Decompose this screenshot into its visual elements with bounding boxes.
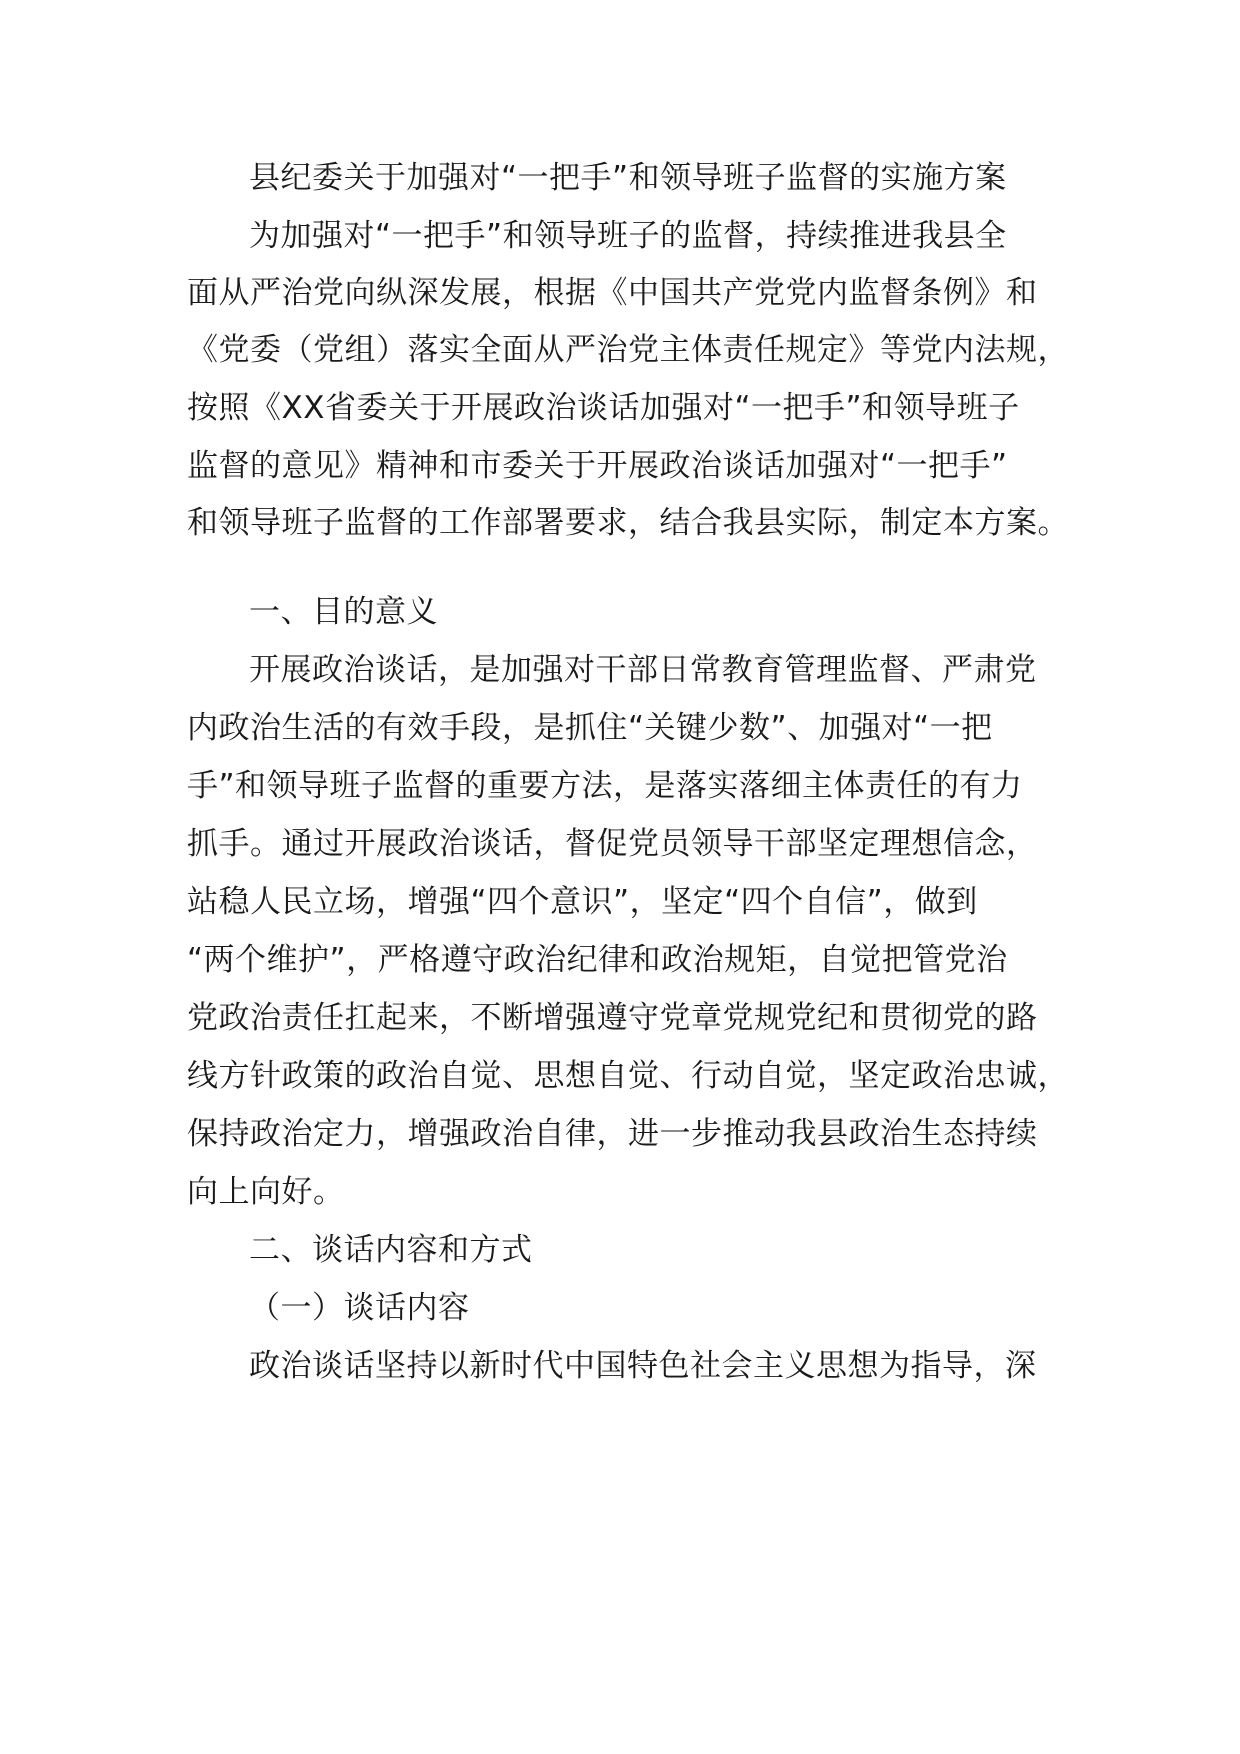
paragraph-line: 手”和领导班子监督的重要方法，是落实落细主体责任的有力 — [187, 768, 1023, 804]
paragraph-line: 政治谈话坚持以新时代中国特色社会主义思想为指导，深 — [249, 1348, 1037, 1384]
paragraph-line: 向上向好。 — [187, 1174, 345, 1210]
document-title: 县纪委关于加强对“一把手”和领导班子监督的实施方案 — [249, 160, 1007, 196]
intro-line: 面从严治党向纵深发展，根据《中国共产党党内监督条例》和 — [187, 275, 1038, 311]
intro-line: 为加强对“一把手”和领导班子的监督，持续推进我县全 — [249, 218, 1007, 254]
paragraph-line: 内政治生活的有效手段，是抓住“关键少数”、加强对“一把 — [187, 710, 993, 746]
paragraph-line: 党政治责任扛起来，不断增强遵守党章党规党纪和贯彻党的路 — [187, 1000, 1038, 1036]
section-heading: 二、谈话内容和方式 — [249, 1232, 533, 1268]
paragraph-line: “两个维护”，严格遵守政治纪律和政治规矩，自觉把管党治 — [187, 942, 1008, 978]
paragraph-line: 保持政治定力，增强政治自律，进一步推动我县政治生态持续 — [187, 1116, 1038, 1152]
paragraph-line: 线方针政策的政治自觉、思想自觉、行动自觉，坚定政治忠诚， — [187, 1058, 1069, 1094]
intro-line: 监督的意见》精神和市委关于开展政治谈话加强对“一把手” — [187, 448, 1008, 484]
paragraph-line: 站稳人民立场，增强“四个意识”，坚定“四个自信”，做到 — [187, 884, 978, 920]
intro-line: 和领导班子监督的工作部署要求，结合我县实际，制定本方案。 — [187, 505, 1069, 541]
intro-line: 按照《XX省委关于开展政治谈话加强对“一把手”和领导班子 — [187, 390, 1020, 426]
subsection-heading: （一）谈话内容 — [249, 1290, 470, 1326]
paragraph-line: 开展政治谈话，是加强对干部日常教育管理监督、严肃党 — [249, 652, 1037, 688]
intro-line: 《党委（党组）落实全面从严治党主体责任规定》等党内法规， — [187, 332, 1069, 368]
paragraph-line: 抓手。通过开展政治谈话，督促党员领导干部坚定理想信念， — [187, 826, 1038, 862]
section-heading: 一、目的意义 — [249, 594, 438, 630]
